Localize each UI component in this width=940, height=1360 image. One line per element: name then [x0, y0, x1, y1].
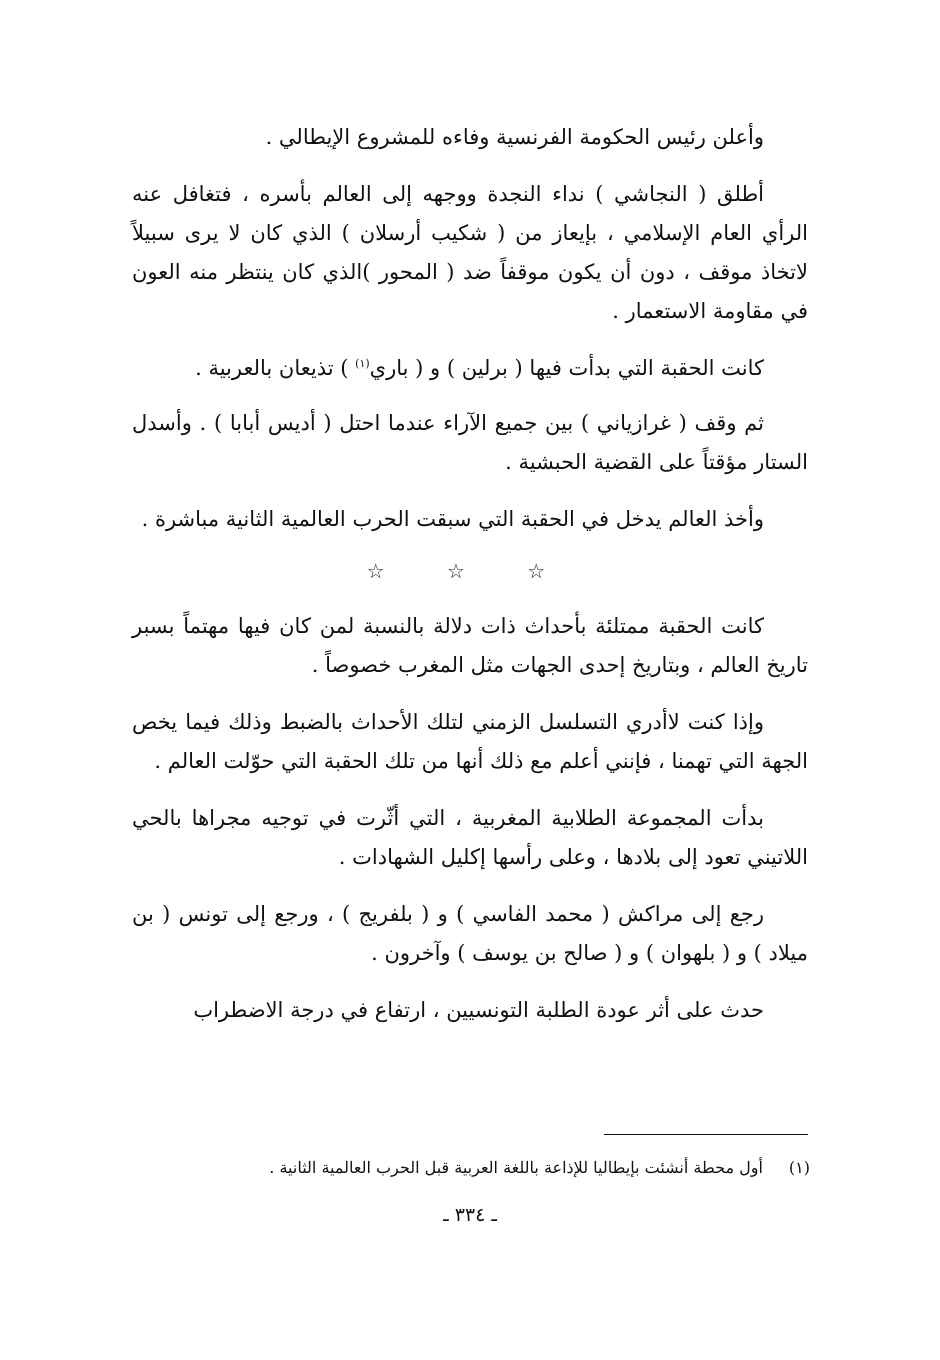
footnote	[134, 1156, 810, 1180]
paragraph-3	[132, 349, 808, 388]
paragraph-5: وأخذ العالم يدخل في الحقبة التي سبقت الحرب العالمية الثانية مباشرة .	[141, 507, 764, 531]
paragraph-7: وإذا كنت لاأدري التسلسل الزمني لتلك الأحداث بالضبط وذلك فيما يخص الجهة التي تهمنا ، فإنني أعلم مع ذلك أنها من تلك الحقبة التي حوّلت العالم .	[132, 710, 808, 773]
paragraph-4: ثم وقف ( غرازياني ) بين جميع الآراء عندما احتل ( أديس أبابا ) . وأسدل الستار مؤقتاً على القضية الحبشية .	[132, 411, 808, 474]
footnote-reference: (١)	[355, 357, 370, 370]
paragraph-9: رجع إلى مراكش ( محمد الفاسي ) و ( بلفريج ) ، ورجع إلى تونس ( بن ميلاد ) و ( بلهوان ) و ( صالح بن يوسف ) وآخرون .	[132, 902, 808, 965]
paragraph-6: كانت الحقبة ممتلئة بأحداث ذات دلالة بالنسبة لمن كان فيها مهتماً بسبر تاريخ العالم ، وبتاريخ إحدى الجهات مثل المغرب خصوصاً .	[132, 614, 808, 677]
footnote-divider	[604, 1134, 808, 1135]
page-body	[132, 118, 808, 1048]
page-number: ـ ٣٣٤ ـ	[443, 1204, 497, 1226]
paragraph-1: وأعلن رئيس الحكومة الفرنسية وفاءه للمشروع الإيطالي .	[265, 125, 764, 149]
footnote-number: (١)	[788, 1158, 810, 1177]
section-separator-stars: ☆ ☆ ☆	[366, 559, 574, 583]
paragraph-10: حدث على أثر عودة الطلبة التونسيين ، ارتفاع في درجة الاضطراب	[193, 998, 764, 1022]
paragraph-2: أطلق ( النجاشي ) نداء النجدة ووجهه إلى العالم بأسره ، فتغافل عنه الرأي العام الإسلامي ، بإيعاز من ( شكيب أرسلان ) الذي كان لا يرى سبيلاً لاتخاذ موقف ، دون أن يكون موقفاً ضد ( المحور )الذي كان ينتظر منه العون في مقاومة الاستعمار .	[132, 182, 808, 323]
footnote-text: أول محطة أنشئت بإيطاليا للإذاعة باللغة العربية قبل الحرب العالمية الثانية .	[269, 1158, 763, 1177]
paragraph-3-before: كانت الحقبة التي بدأت فيها ( برلين ) و ( باري	[369, 356, 764, 380]
paragraph-3-after: ) تذيعان بالعربية .	[195, 356, 356, 380]
paragraph-8: بدأت المجموعة الطلابية المغربية ، التي أثّرت في توجيه مجراها بالحي اللاتيني تعود إلى بلادها ، وعلى رأسها إكليل الشهادات .	[132, 806, 808, 869]
